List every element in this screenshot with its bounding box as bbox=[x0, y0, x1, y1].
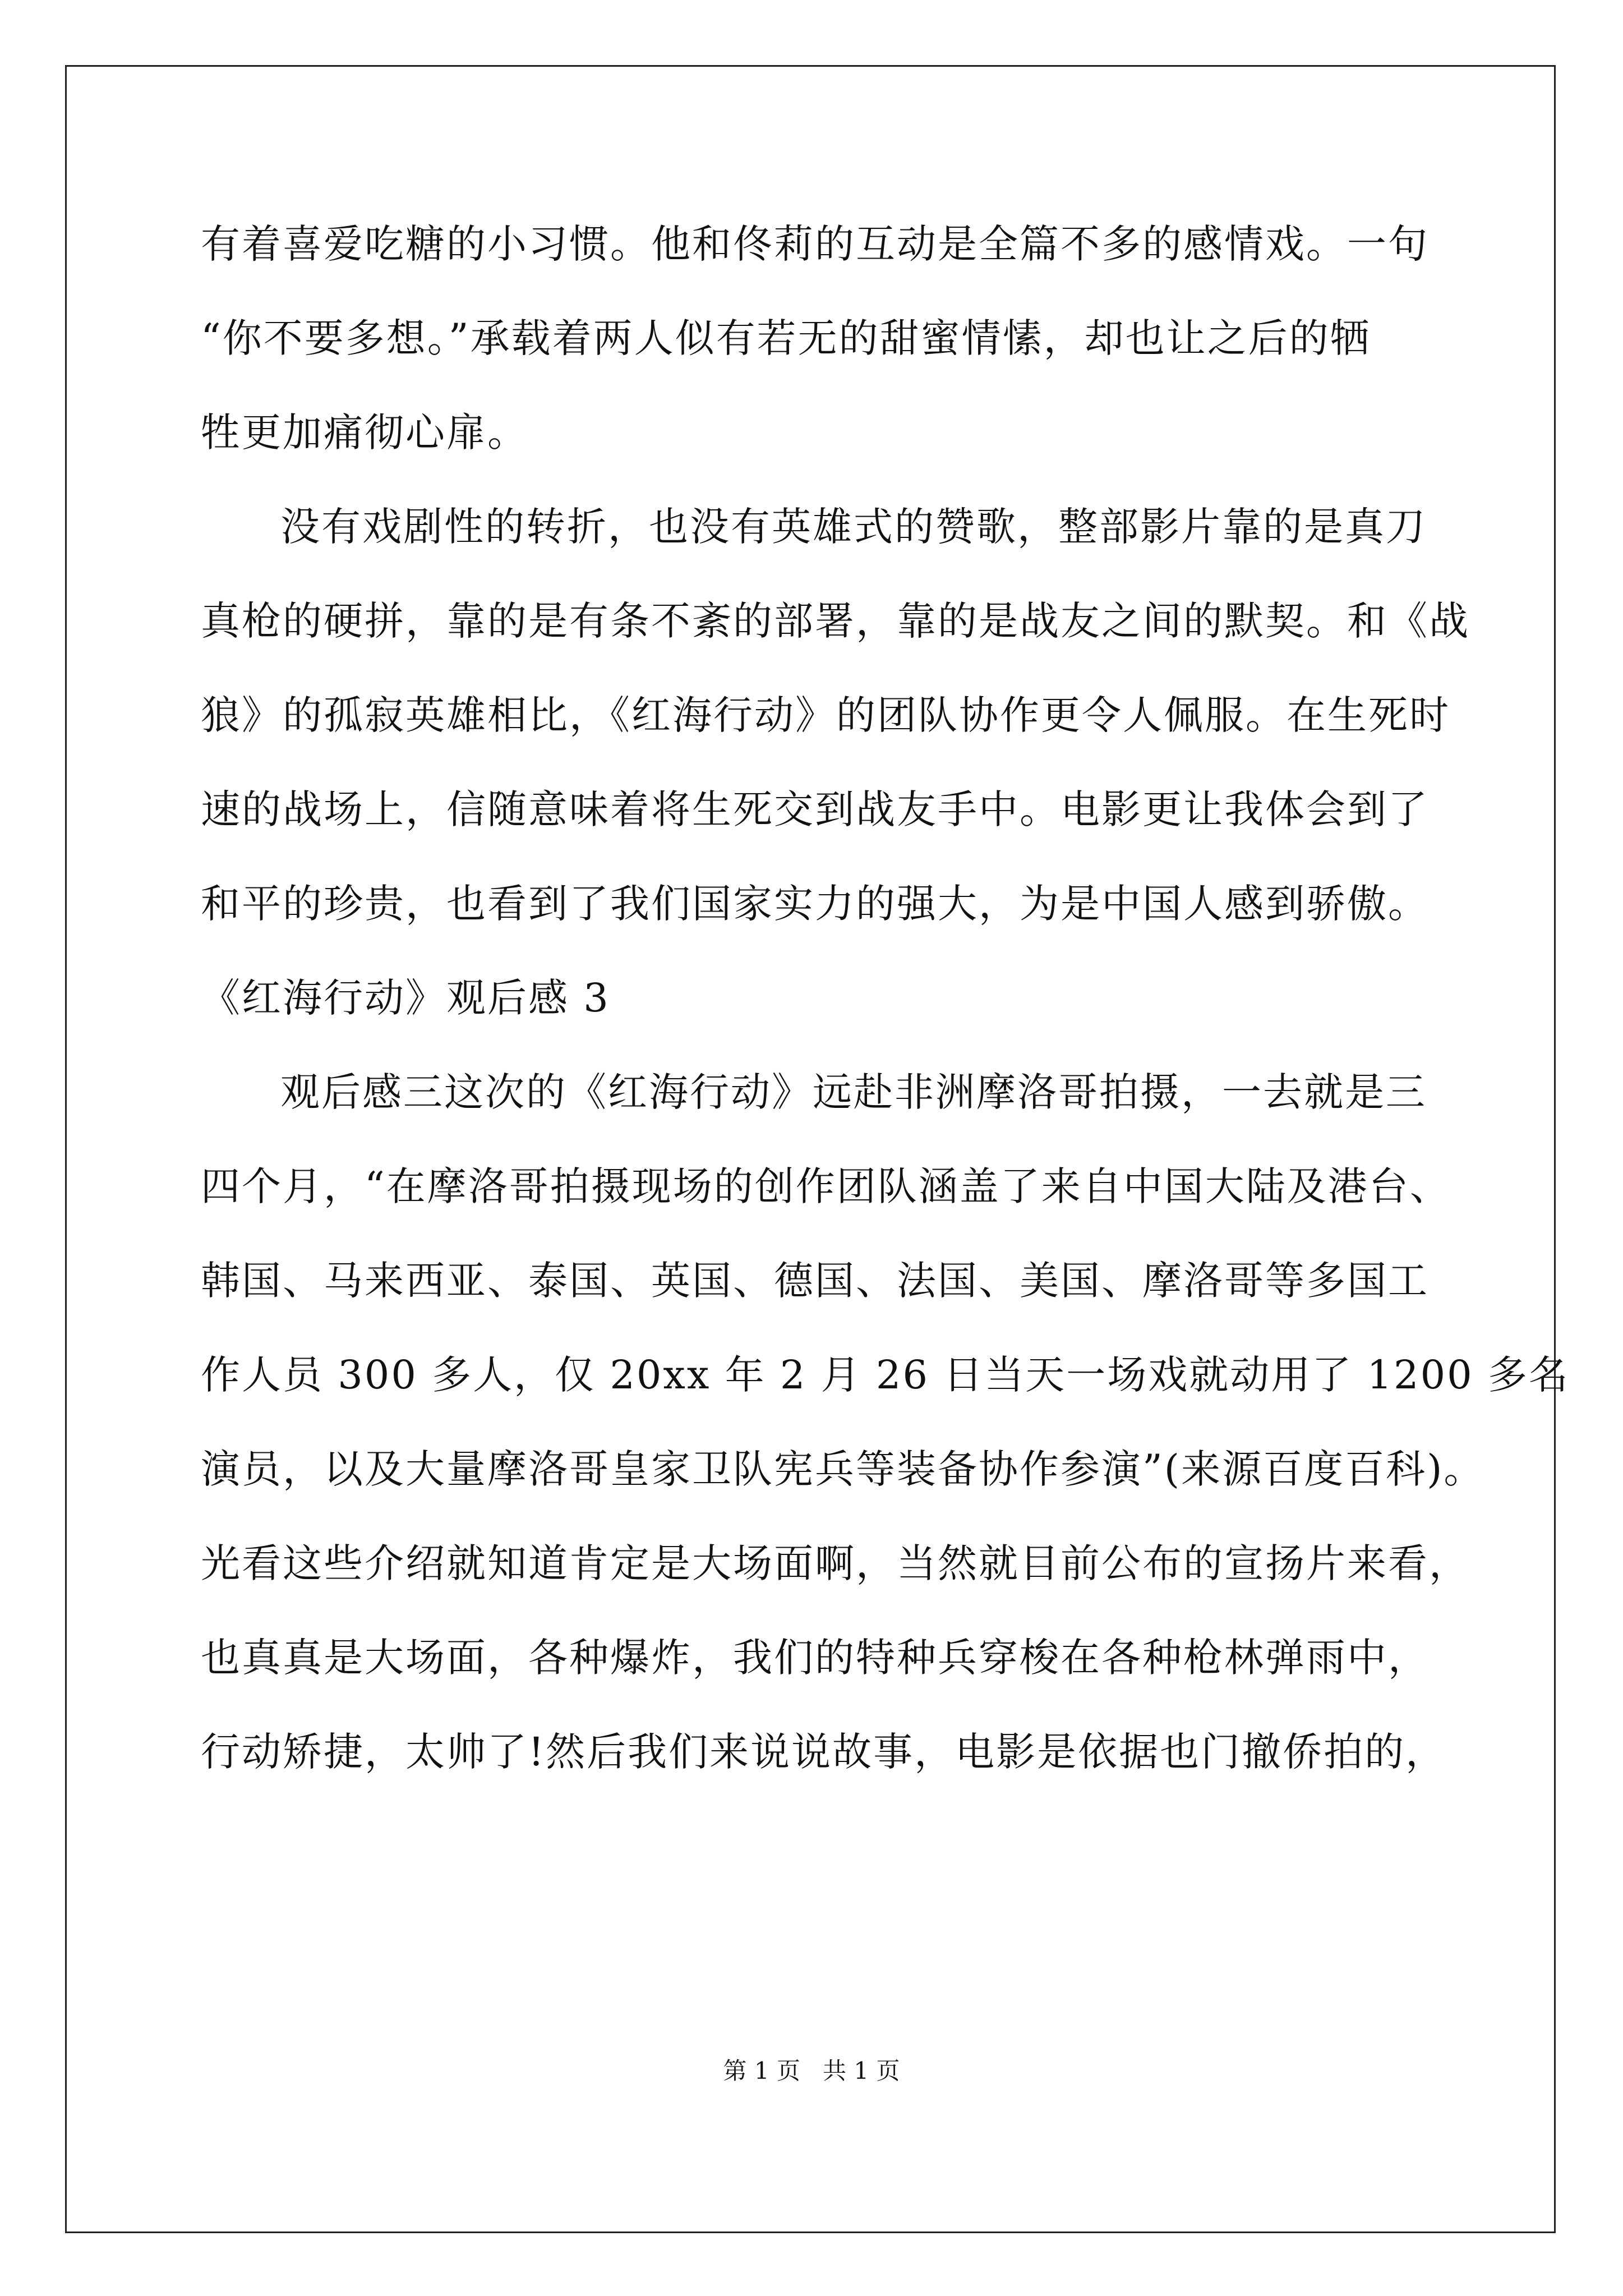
text-line: 牲更加痛彻心扉。 bbox=[201, 409, 528, 455]
text-line: 行动矫捷，太帅了!然后我们来说说故事，电影是依据也门撤侨拍的， bbox=[201, 1729, 1447, 1775]
text-line: 光看这些介绍就知道肯定是大场面啊，当然就目前公布的宣扬片来看， bbox=[201, 1540, 1470, 1586]
text-line: 韩国、马来西亚、泰国、英国、德国、法国、美国、摩洛哥等多国工 bbox=[201, 1258, 1429, 1304]
page-footer: 第 1 页 共 1 页 bbox=[723, 2057, 900, 2085]
text-line: 演员，以及大量摩洛哥皇家卫队宪兵等装备协作参演”(来源百度百科)。 bbox=[201, 1446, 1485, 1492]
page-border bbox=[65, 65, 1556, 2233]
section-heading: 《红海行动》观后感 3 bbox=[201, 975, 610, 1021]
paragraph-first-line: 观后感三这次的《红海行动》远赴非洲摩洛哥拍摄，一去就是三 bbox=[280, 1069, 1427, 1115]
text-line: 也真真是大场面，各种爆炸，我们的特种兵穿梭在各种枪林弹雨中， bbox=[201, 1635, 1429, 1681]
text-line: 四个月，“在摩洛哥拍摄现场的创作团队涵盖了来自中国大陆及港台、 bbox=[201, 1163, 1451, 1209]
text-line: “你不要多想。”承载着两人似有若无的甜蜜情愫，却也让之后的牺 bbox=[201, 315, 1371, 361]
text-line: 速的战场上，信随意味着将生死交到战友手中。电影更让我体会到了 bbox=[201, 786, 1429, 832]
paragraph-first-line: 没有戏剧性的转折，也没有英雄式的赞歌，整部影片靠的是真刀 bbox=[280, 504, 1427, 550]
text-line: 和平的珍贵，也看到了我们国家实力的强大，为是中国人感到骄傲。 bbox=[201, 881, 1429, 927]
text-line: 有着喜爱吃糖的小习惯。他和佟莉的互动是全篇不多的感情戏。一句 bbox=[201, 221, 1429, 267]
text-line: 作人员 300 多人，仅 20xx 年 2 月 26 日当天一场戏就动用了 1200 多名 bbox=[201, 1352, 1570, 1398]
text-line: 真枪的硬拼，靠的是有条不紊的部署，靠的是战友之间的默契。和《战 bbox=[201, 598, 1470, 644]
text-line: 狼》的孤寂英雄相比，《红海行动》的团队协作更令人佩服。在生死时 bbox=[201, 692, 1450, 738]
